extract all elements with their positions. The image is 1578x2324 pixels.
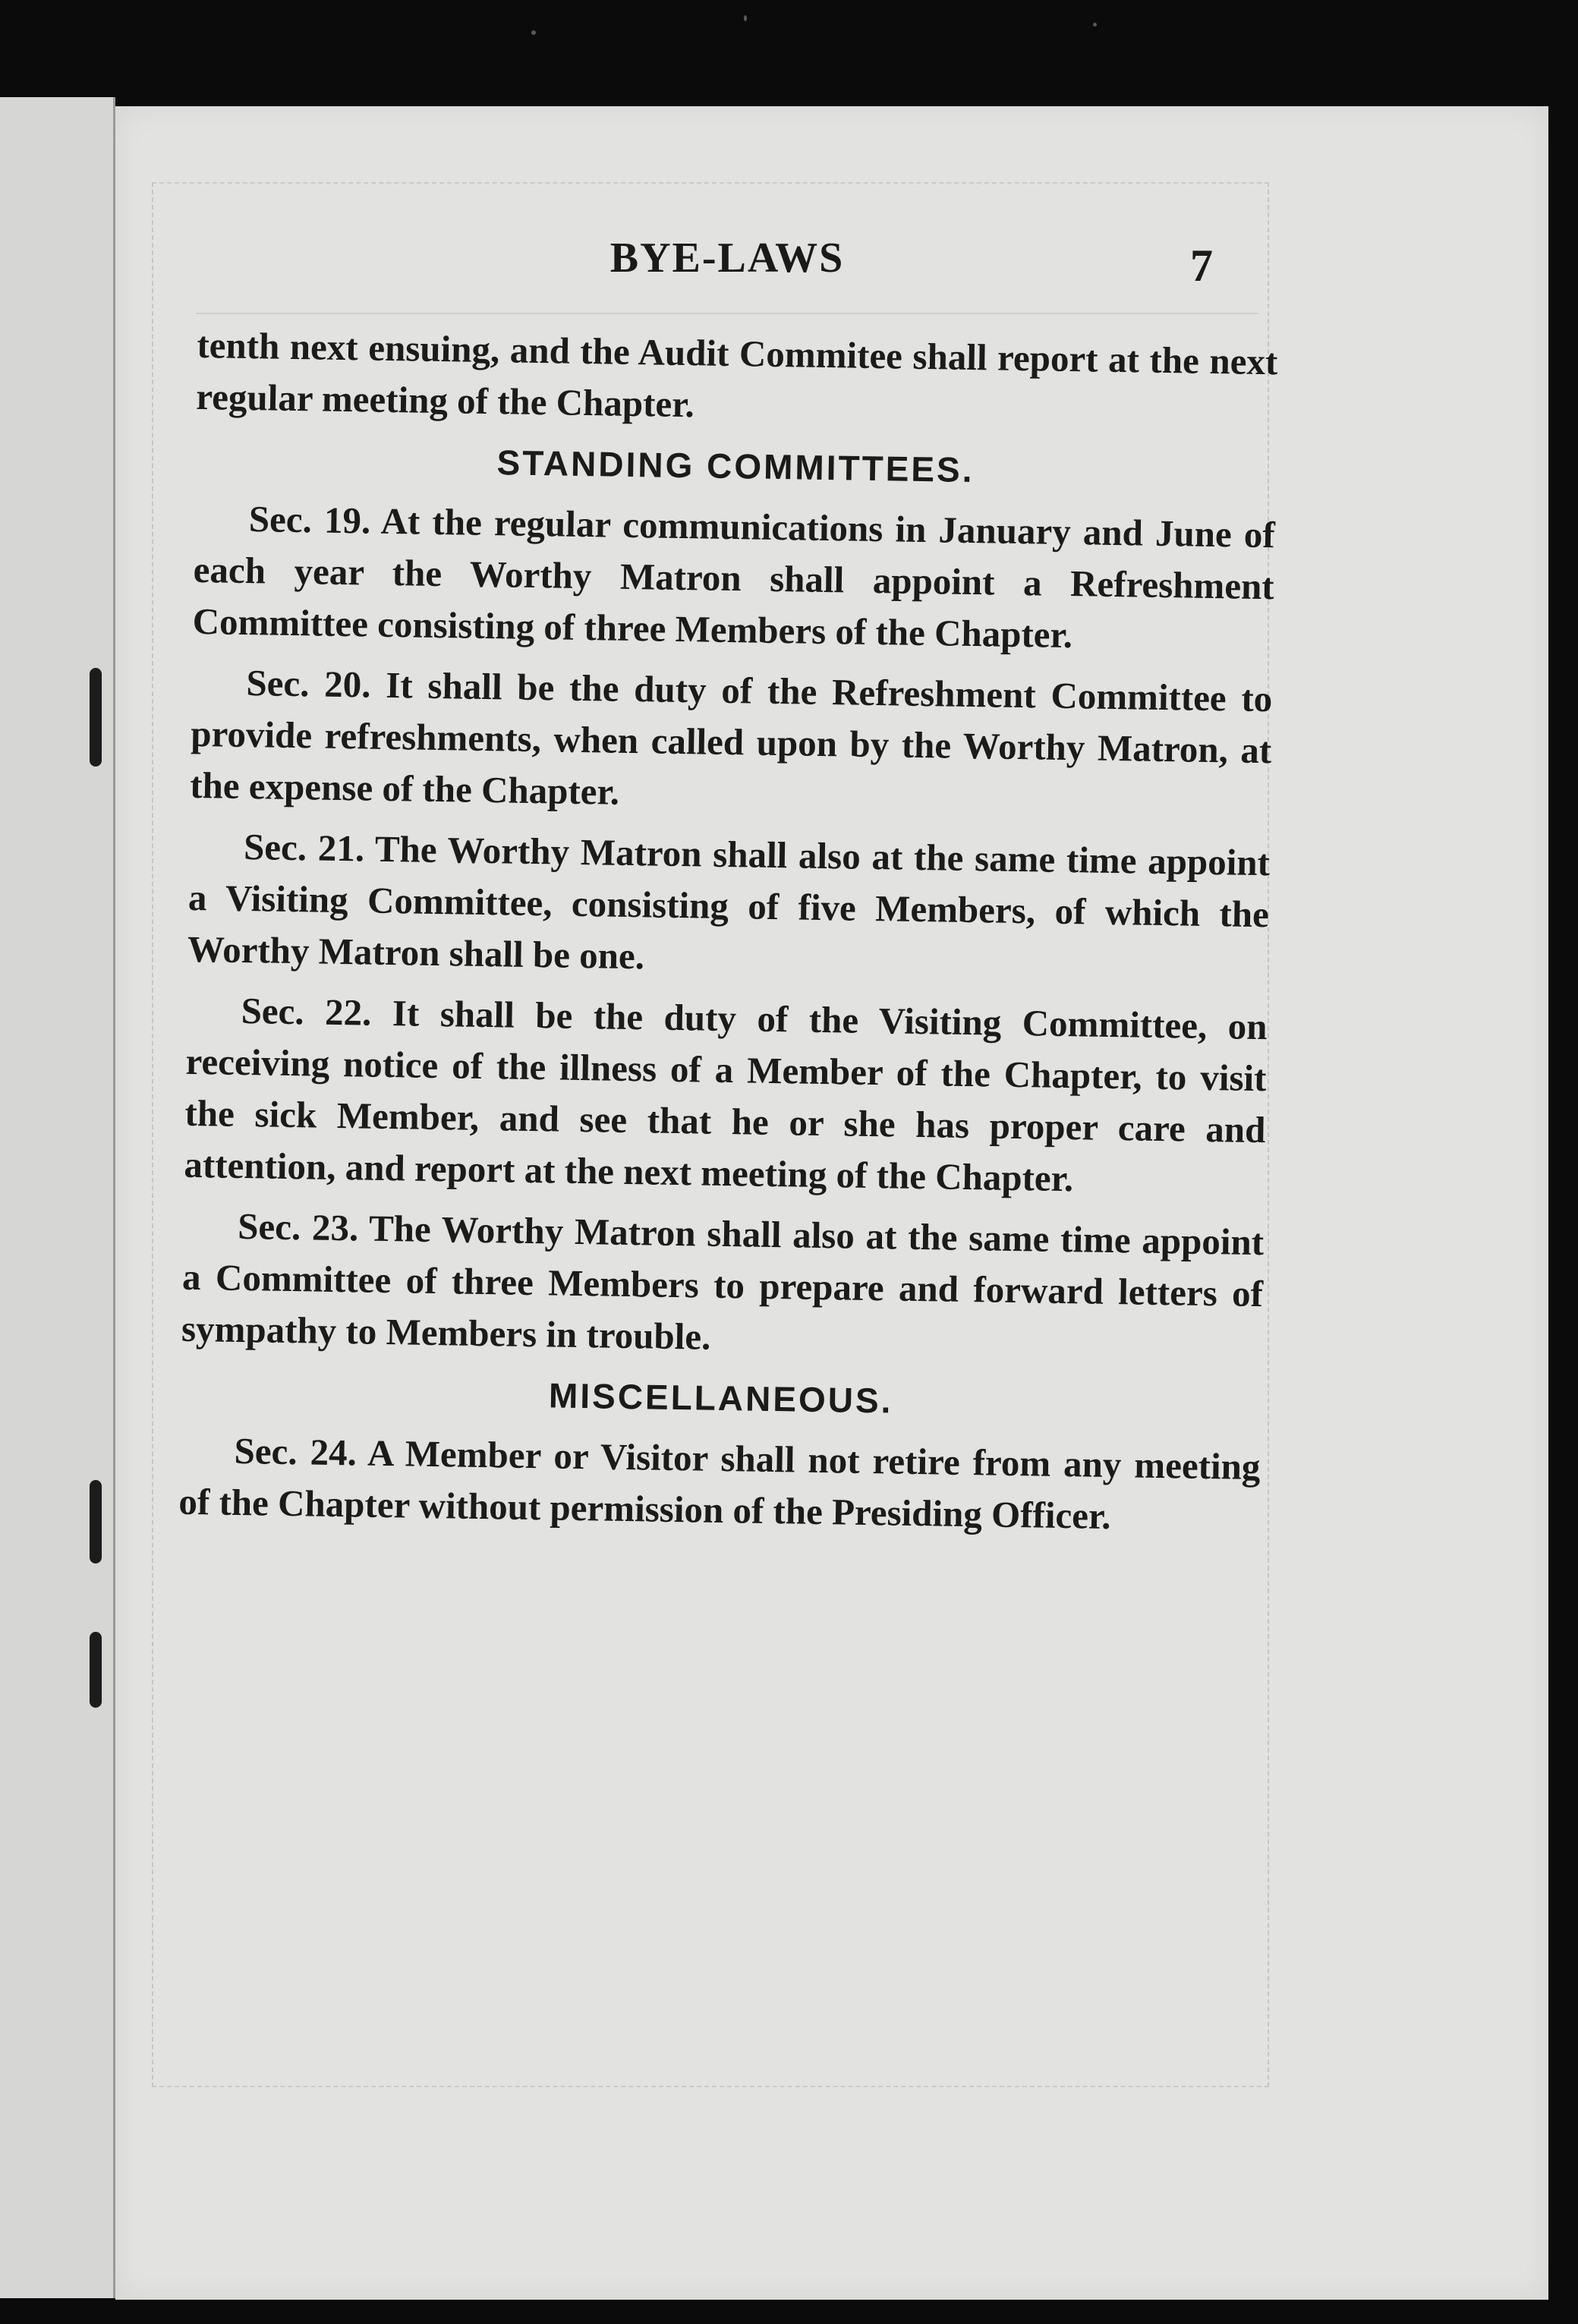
section-20: Sec. 20. It shall be the duty of the Refreshment Committee to provide refreshments, when called upon by the Worthy Matron, at the expense of the Chapter. [189,662,1273,813]
binding-mark [90,1480,102,1564]
header-rule [196,313,1258,314]
continuation-paragraph: tenth next ensuing, and the Audit Commitee shall report at the next regular meeting of the Chapter. [195,323,1278,426]
running-title: BYE-LAWS [609,235,845,282]
binding-mark [90,1632,102,1708]
page-header [196,220,1258,304]
binding-mark [90,668,102,767]
section-19: Sec. 19. At the regular communications in January and June of each year the Worthy Matron shall appoint a Refreshment Committee consisting of three Members of the Chapter. [192,498,1276,657]
section-24: Sec. 24. A Member or Visitor shall not retire from any meeting of the Chapter without permission of the Presiding Officer. [178,1429,1261,1538]
page-number: 7 [1190,241,1213,291]
section-23: Sec. 23. The Worthy Matron shall also at the same time appoint a Committee of three Members to prepare and forward letters of sympathy to Members in trouble. [181,1205,1265,1358]
scan-speck [744,15,747,21]
scan-speck [1093,23,1097,27]
previous-page-edge [0,97,115,2298]
section-21: Sec. 21. The Worthy Matron shall also at the same time appoint a Visiting Committee, consisting of five Members, of which the Worthy Matron shall be one. [187,825,1271,978]
section-22: Sec. 22. It shall be the duty of the Visiting Committee, on receiving notice of the illness of a Member of the Chapter, to visit the sick Member, and see that he or she has proper care and attention, and report at the next meeting of the Chapter. [184,989,1268,1200]
section-heading-miscellaneous: MISCELLANEOUS. [548,1375,893,1421]
scan-speck [531,30,536,35]
page-body [133,319,1324,1554]
section-heading-standing-committees: STANDING COMMITTEES. [496,442,975,490]
